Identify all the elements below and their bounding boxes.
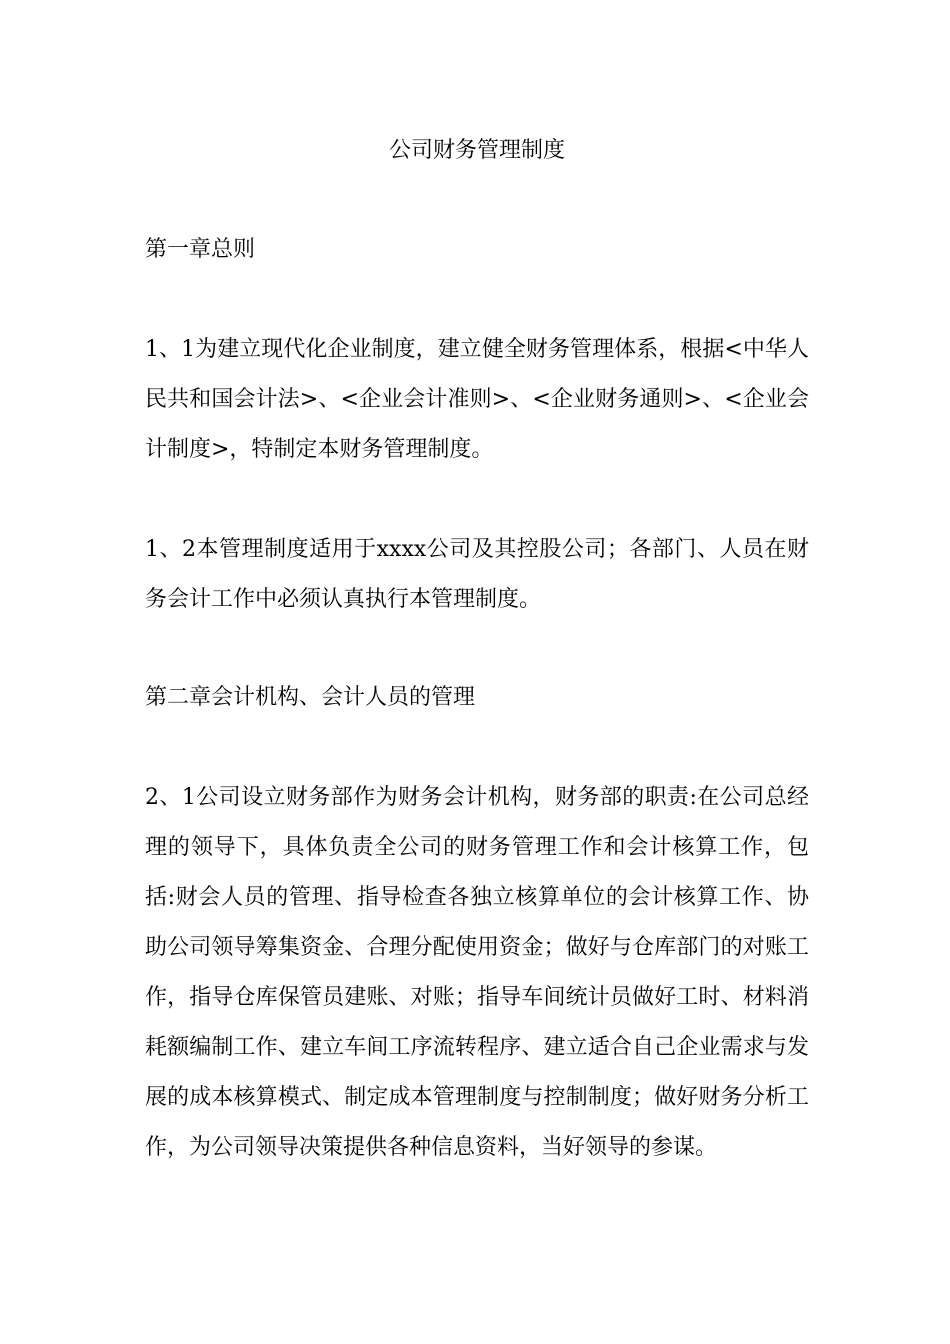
document-title: 公司财务管理制度 [388, 138, 565, 163]
chapter-2-heading: 第二章会计机构、会计人员的管理 [145, 685, 476, 710]
paragraph-1-1: 1、1为建立现代化企业制度，建立健全财务管理体系，根据<中华人民共和国会计法>、<企业会计准则>、<企业财务通则>、<企业会计制度>，特制定本财务管理制度。 [145, 337, 809, 462]
paragraph-1-2: 1、2本管理制度适用于xxxx公司及其控股公司；各部门、人员在财务会计工作中必须认真执行本管理制度。 [145, 537, 809, 612]
chapter-1-heading: 第一章总则 [145, 237, 256, 262]
paragraph-2-1: 2、1公司设立财务部作为财务会计机构，财务部的职责:在公司总经理的领导下，具体负责全公司的财务管理工作和会计核算工作，包括:财会人员的管理、指导检查各独立核算单位的会计核算工作、协助公司领导筹集资金、合理分配使用资金；做好与仓库部门的对账工作，指导仓库保管员建账、对账；指导车间统计员做好工时、材料消耗额编制工作、建立车间工序流转程序、建立适合自己企业需求与发展的成本核算模式、制定成本管理制度与控制制度；做好财务分析工作，为公司领导决策提供各种信息资料，当好领导的参谋。 [145, 785, 809, 1160]
